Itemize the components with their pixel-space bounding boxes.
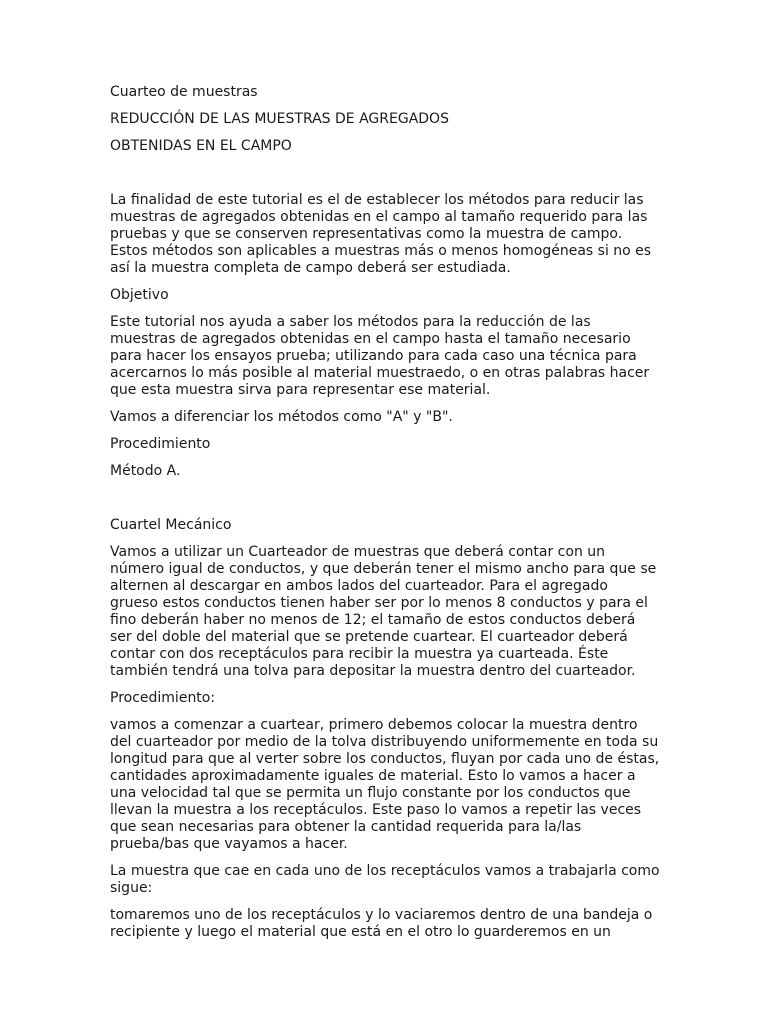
objective-paragraph: Este tutorial nos ayuda a saber los métodos para la reducción de las muestras de agregados obtenidas en el campo hasta el tamaño necesario para hacer los ensayos prueba; utilizando para cada caso una técnica para acercarnos lo más posible al material muestraedo, o en otras palabras hacer que esta muestra sirva para representar ese material. xyxy=(110,314,650,398)
spacer xyxy=(110,490,660,517)
heading-line-1: REDUCCIÓN DE LAS MUESTRAS DE AGREGADOS xyxy=(110,111,449,127)
intro-paragraph: La finalidad de este tutorial es el de establecer los métodos para reducir las muestras de agregados obtenidas en el campo al tamaño requerido para las pruebas y que se conserven representativas como la muestra de campo. Estos métodos son aplicables a muestras más o menos homogéneas si no es así la muestra completa de campo deberá ser estudiada. xyxy=(110,192,652,276)
methods-intro-paragraph: Vamos a diferenciar los métodos como "A" y "B". xyxy=(110,409,453,425)
mechanical-heading: Cuartel Mecánico xyxy=(110,517,232,533)
document-title: Cuarteo de muestras xyxy=(110,84,258,100)
method-a-heading: Método A. xyxy=(110,463,181,479)
receptacle-paragraph: La muestra que cae en cada uno de los receptáculos vamos a trabajarla como sigue: xyxy=(110,863,660,896)
document-body xyxy=(110,84,660,951)
objective-heading: Objetivo xyxy=(110,287,169,303)
spacer xyxy=(110,165,660,192)
procedure-2-paragraph: vamos a comenzar a cuartear, primero debemos colocar la muestra dentro del cuarteador por medio de la tolva distribuyendo uniformemente en toda su longitud para que al verter sobre los conductos, fluyan por cada uno de éstas, cantidades aproximadamente iguales de material. Esto lo vamos a hacer a una velocidad tal que se permita un flujo constante por los conductos que llevan la muestra a los receptáculos. Este paso lo vamos a repetir las veces que sean necesarias para obtener la cantidad requerida para la/las prueba/bas que vayamos a hacer. xyxy=(110,717,660,852)
procedure-heading: Procedimiento xyxy=(110,436,211,452)
mechanical-paragraph: Vamos a utilizar un Cuarteador de muestras que deberá contar con un número igual de conductos, y que deberán tener el mismo ancho para que se alternen al descargar en ambos lados del cuarteador. Para el agregado grueso estos conductos tienen haber ser por lo menos 8 conductos y para el fino deberán haber no menos de 12; el tamaño de estos conductos deberá ser del doble del material que se pretende cuartear. El cuarteador deberá contar con dos receptáculos para recibir la muestra ya cuarteada. Éste también tendrá una tolva para depositar la muestra dentro del cuarteador. xyxy=(110,544,657,679)
final-paragraph: tomaremos uno de los receptáculos y lo vaciaremos dentro de una bandeja o recipiente y luego el material que está en el otro lo guarderemos en un xyxy=(110,907,653,940)
heading-line-2: OBTENIDAS EN EL CAMPO xyxy=(110,138,292,154)
procedure-2-heading: Procedimiento: xyxy=(110,690,216,706)
